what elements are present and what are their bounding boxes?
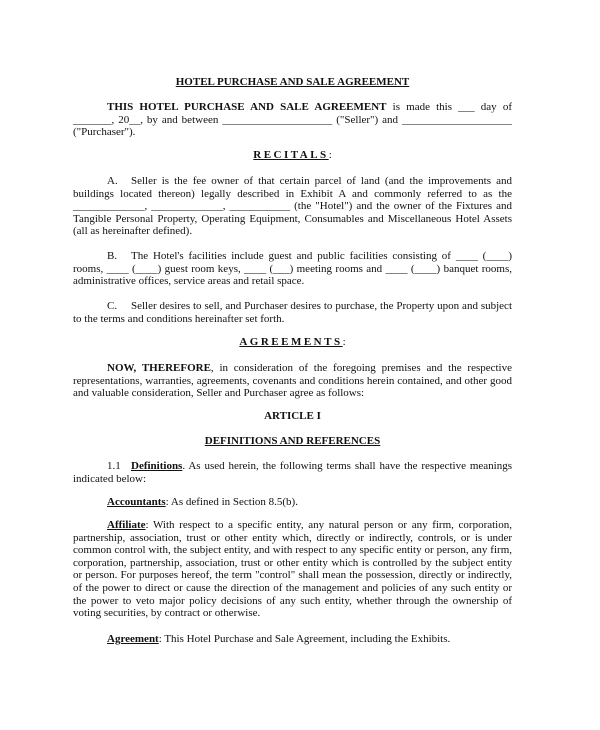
intro-paragraph xyxy=(73,101,512,139)
intro-lead: THIS HOTEL PURCHASE AND SALE AGREEMENT xyxy=(107,101,387,113)
definition-agreement: Agreement: This Hotel Purchase and Sale Agreement, including the Exhibits. xyxy=(107,633,451,645)
recital-c: C. Seller desires to sell, and Purchaser desires to purchase, the Property upon and subject to the terms and conditions hereinafter set forth. xyxy=(73,300,512,325)
section-1-1: 1.1 Definitions. As used herein, the following terms shall have the respective meanings indicated below: xyxy=(73,460,512,485)
agreements-paragraph: NOW, THEREFORE, in consideration of the foregoing premises and the respective representations, warranties, agreements, covenants and conditions herein contained, and other good and valuable consideration, Seller and Purchaser agree as follows: xyxy=(73,362,512,400)
article-heading: ARTICLE I xyxy=(264,410,321,422)
article-subheading: DEFINITIONS AND REFERENCES xyxy=(204,435,381,447)
recital-b: B. The Hotel's facilities include guest and public facilities consisting of ____ (____) rooms, ____ (____) guest room keys, ____ (___) meeting rooms and ____ (____) banquet rooms, administrative offices, service areas and retail space. xyxy=(73,250,512,288)
recitals-heading: RECITALS: xyxy=(253,149,332,161)
document-title: HOTEL PURCHASE AND SALE AGREEMENT xyxy=(175,76,410,88)
intro-text: is made this ___ day of _______, 20__, by and between ____________________ ("Seller") and ____________________ ("Purchaser"). xyxy=(73,101,512,139)
agreements-heading: AGREEMENTS: xyxy=(239,336,346,348)
recital-a: A. Seller is the fee owner of that certain parcel of land (and the improvements and buildings located thereon) legally described in Exhibit A and commonly referred to as the _____________, _____________, ___________ (the "Hotel") and the owner of the Fixtures and Tangible Personal Property, Operating Equipment, Consumables and Miscellaneous Hotel Assets (all as hereinafter defined). xyxy=(73,175,512,238)
definition-affiliate: Affiliate: With respect to a specific entity, any natural person or any firm, corporation, partnership, association, trust or other entity which, directly or indirectly, controls, or is under common control with, the subject entity, and with respect to any specific entity or person, any firm, corporation, partnership, association, trust or other entity which is controlled by the subject entity or person. For purposes hereof, the term "control" shall mean the possession, directly or indirectly, of the power to direct or cause the direction of the management and policies of any such entity or the power to veto major policy decisions of any such entity, whether through the ownership of voting securities, by contract or otherwise. xyxy=(73,519,512,620)
definition-accountants: Accountants: As defined in Section 8.5(b). xyxy=(107,496,298,508)
